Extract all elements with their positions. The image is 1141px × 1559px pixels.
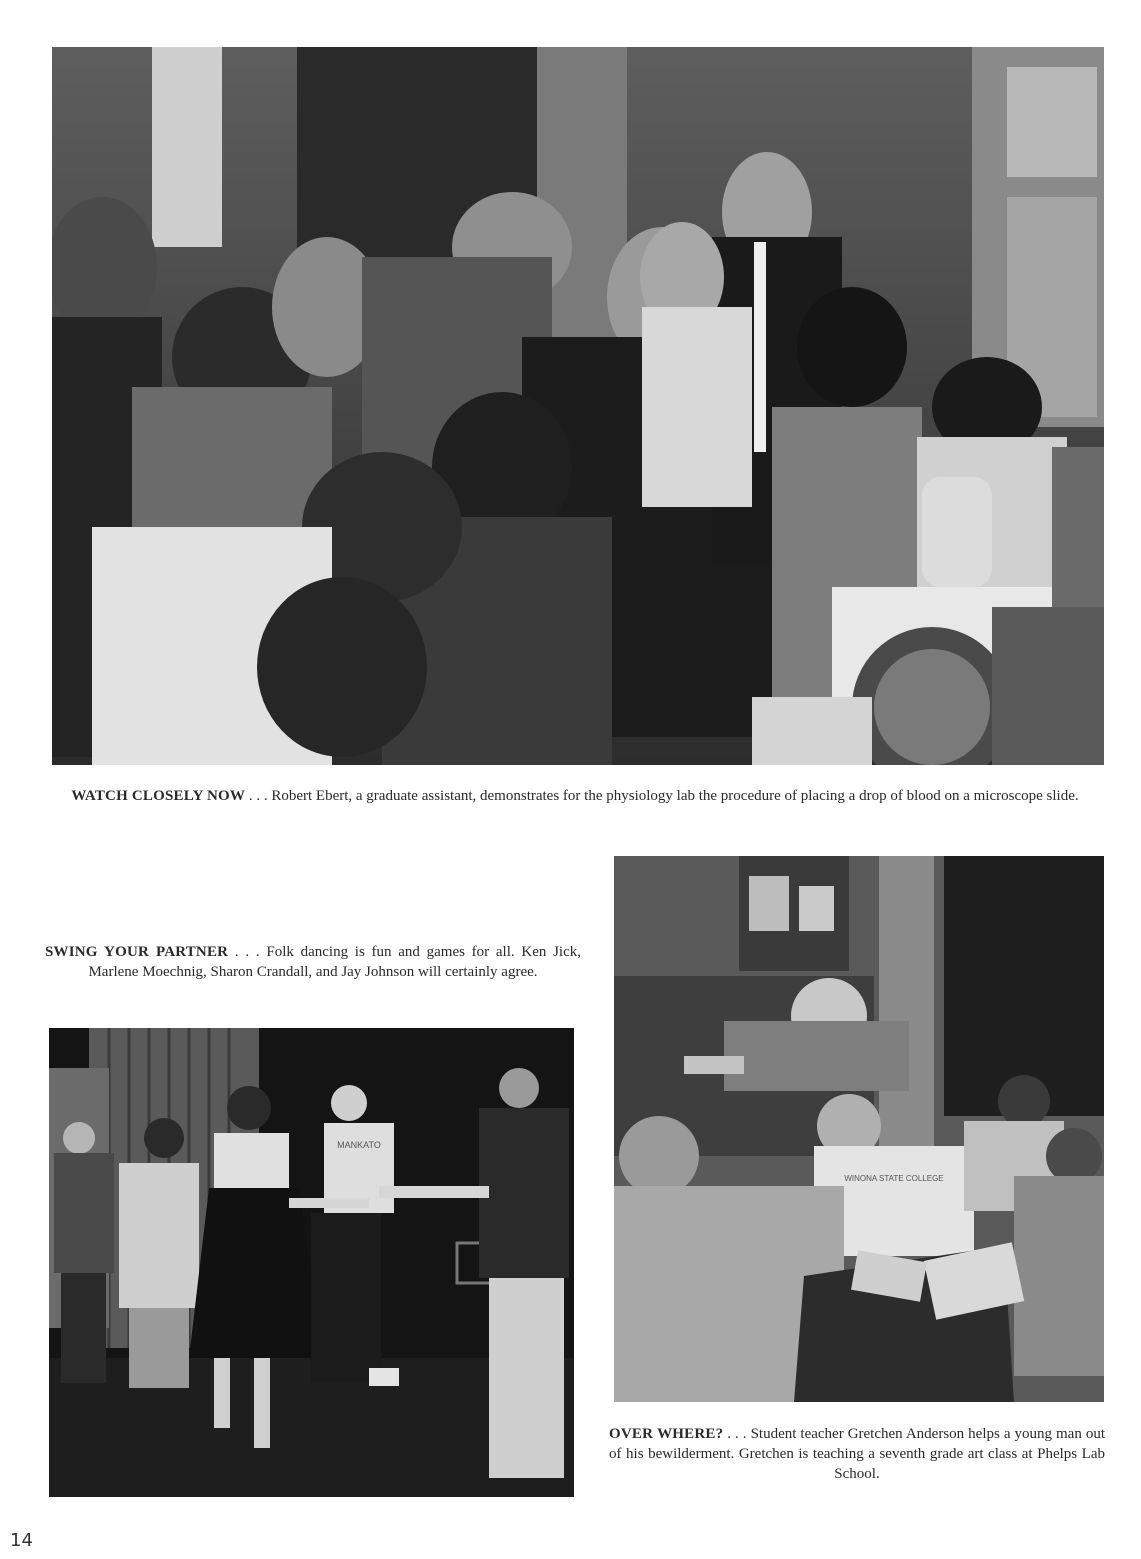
dance-caption-lead: SWING YOUR PARTNER [45,944,229,960]
art-caption-lead: OVER WHERE? [609,1426,724,1442]
page-number: 14 [10,1530,33,1551]
art-caption-text: Student teacher Gretchen Anderson helps a young man out of his bewilderment. Gretchen is teaching a seventh grade art class at Phelps Lab School. [609,1426,1106,1482]
art-photo [614,856,1104,1402]
art-caption [609,1424,1105,1484]
dance-photo [49,1028,574,1497]
dance-caption [45,942,581,982]
dance-caption-separator: . . . [228,944,267,960]
dance-sweatshirt-text: MANKATO [337,1140,381,1150]
lab-photo-image [52,47,1104,765]
art-caption-separator: . . . [723,1426,751,1442]
art-photo-image [614,856,1104,1402]
dance-caption-text: Folk dancing is fun and games for all. Ken Jick, Marlene Moechnig, Sharon Crandall, and Jay Johnson will certainly agree. [88,944,582,980]
lab-photo [52,47,1104,765]
lab-caption-text: Robert Ebert, a graduate assistant, demonstrates for the physiology lab the procedure of placing a drop of blood on a microscope slide. [271,788,1079,804]
lab-caption-lead: WATCH CLOSELY NOW [71,788,246,804]
lab-caption-separator: . . . [245,788,272,804]
lab-caption [40,786,1110,806]
dance-photo-image [49,1028,574,1497]
art-sweatshirt-text: WINONA STATE COLLEGE [844,1174,944,1183]
